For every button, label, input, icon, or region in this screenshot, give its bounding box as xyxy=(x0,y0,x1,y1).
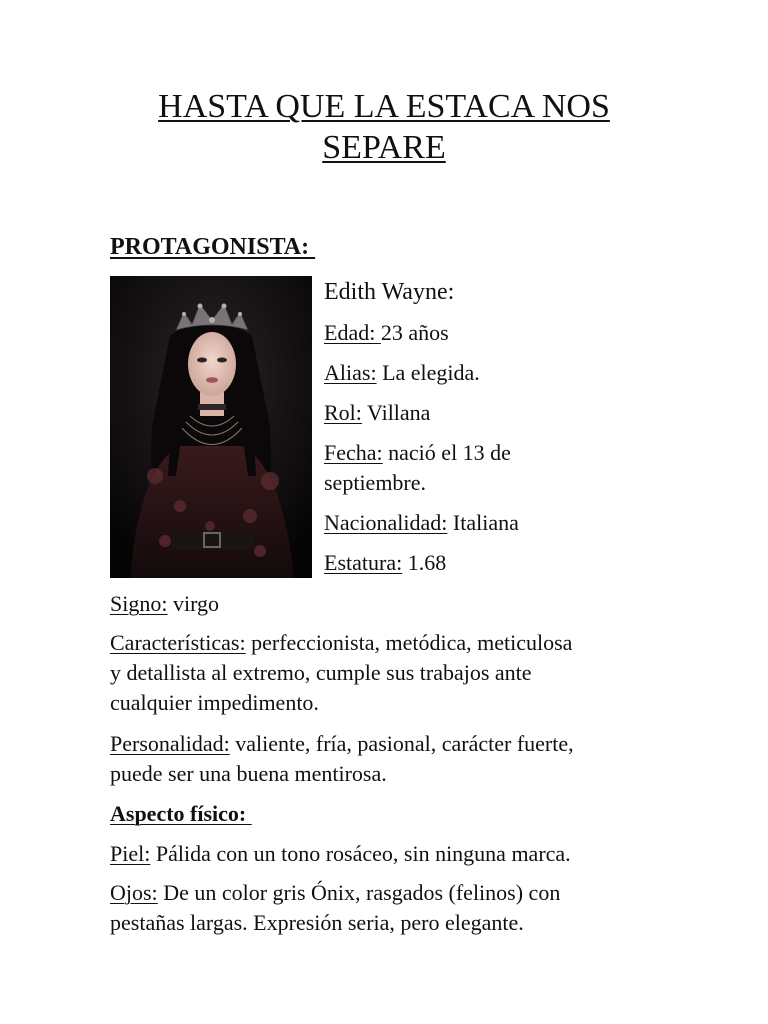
value-piel: Pálida con un tono rosáceo, sin ninguna marca. xyxy=(150,841,571,866)
label-ojos: Ojos: xyxy=(110,880,158,905)
label-nacionalidad: Nacionalidad: xyxy=(324,510,448,535)
label-caracteristicas: Características: xyxy=(110,630,246,655)
character-name: Edith Wayne: xyxy=(324,279,455,305)
field-edad xyxy=(324,318,664,348)
label-estatura: Estatura: xyxy=(324,550,403,575)
label-aspecto-fisico: Aspecto físico: xyxy=(110,801,252,826)
value-alias: La elegida. xyxy=(376,360,480,385)
aspecto-heading xyxy=(110,799,670,829)
value-ojos-line2: pestañas largas. Expresión seria, pero elegante. xyxy=(110,910,524,935)
label-piel: Piel: xyxy=(110,841,151,866)
section-heading-protagonista: PROTAGONISTA: xyxy=(110,234,316,260)
value-rol: Villana xyxy=(361,400,431,425)
label-personalidad: Personalidad: xyxy=(110,731,230,756)
field-piel xyxy=(110,839,670,869)
label-alias: Alias: xyxy=(324,360,377,385)
value-caracteristicas-line1: perfeccionista, metódica, meticulosa xyxy=(245,630,573,655)
value-fecha-line2: septiembre. xyxy=(324,470,427,495)
field-alias xyxy=(324,358,664,388)
document-title xyxy=(0,86,768,168)
field-signo xyxy=(110,589,670,619)
value-ojos-line1: De un color gris Ónix, rasgados (felinos) con xyxy=(157,880,561,905)
value-caracteristicas-line2: y detallista al extremo, cumple sus trabajos ante xyxy=(110,660,532,685)
title-line-2: SEPARE xyxy=(322,129,446,166)
field-fecha xyxy=(324,438,664,468)
field-nacionalidad xyxy=(324,508,664,538)
value-nacionalidad: Italiana xyxy=(447,510,519,535)
label-rol: Rol: xyxy=(324,400,362,425)
label-signo: Signo: xyxy=(110,591,168,616)
label-edad: Edad: xyxy=(324,320,381,345)
field-ojos xyxy=(110,878,670,908)
portrait-illustration xyxy=(110,276,312,578)
value-personalidad-line1: valiente, fría, pasional, carácter fuerte, xyxy=(229,731,574,756)
value-edad: 23 años xyxy=(380,320,449,345)
value-estatura: 1.68 xyxy=(402,550,447,575)
value-personalidad-line2: puede ser una buena mentirosa. xyxy=(110,761,387,786)
title-line-1: HASTA QUE LA ESTACA NOS xyxy=(158,88,610,125)
field-personalidad xyxy=(110,729,670,759)
label-fecha: Fecha: xyxy=(324,440,383,465)
character-portrait xyxy=(110,276,312,578)
value-caracteristicas-line3: cualquier impedimento. xyxy=(110,690,319,715)
field-rol xyxy=(324,398,664,428)
field-caracteristicas xyxy=(110,628,670,658)
value-signo: virgo xyxy=(167,591,220,616)
value-fecha-line1: nació el 13 de xyxy=(382,440,511,465)
field-estatura xyxy=(324,548,664,578)
